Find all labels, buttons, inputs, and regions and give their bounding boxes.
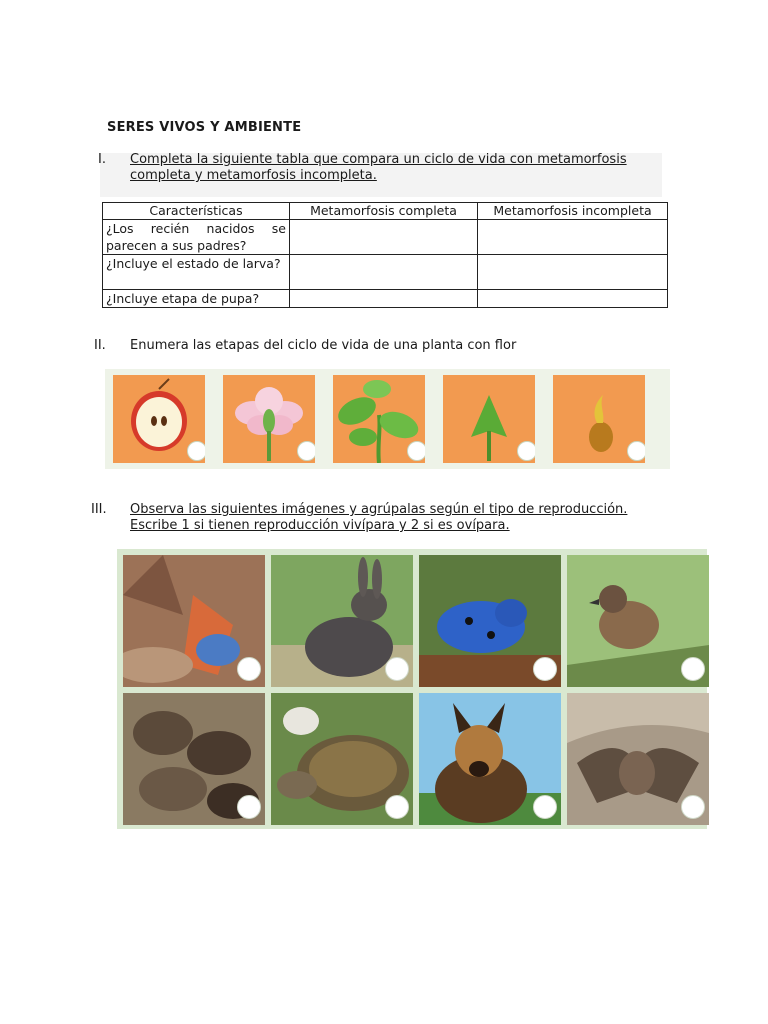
- answer-cell-incomplete[interactable]: [478, 220, 668, 255]
- lizard-photo: [123, 555, 265, 687]
- table-row: [103, 290, 668, 308]
- answer-cell-complete[interactable]: [290, 290, 478, 308]
- frog-photo: [419, 555, 561, 687]
- animal-answer-circle[interactable]: [533, 657, 557, 681]
- piglets-photo: [123, 693, 265, 825]
- table-row: [103, 220, 668, 255]
- answer-cell-complete[interactable]: [290, 220, 478, 255]
- row-question: ¿Incluye el estado de larva?: [103, 255, 290, 290]
- answer-cell-complete[interactable]: [290, 255, 478, 290]
- stage-sprout-image: [443, 375, 535, 463]
- stage-flower-image: [223, 375, 315, 463]
- bird-photo: [567, 555, 709, 687]
- section-1-instruction-line-1: Completa la siguiente tabla que compara un ciclo de vida con metamorfosis: [130, 152, 627, 167]
- stage-answer-circle[interactable]: [517, 441, 535, 461]
- section-1-numeral: I.: [98, 152, 106, 167]
- animal-answer-circle[interactable]: [681, 795, 705, 819]
- animal-answer-circle[interactable]: [385, 657, 409, 681]
- section-3-numeral: III.: [91, 502, 107, 517]
- stage-young-plant-image: [333, 375, 425, 463]
- stage-fruit-image: [113, 375, 205, 463]
- animal-photo-grid: [117, 549, 707, 829]
- animal-answer-circle[interactable]: [533, 795, 557, 819]
- section-3-instruction-line-2: Escribe 1 si tienen reproducción vivípara y 2 si es ovípara.: [130, 518, 510, 533]
- page-title: SERES VIVOS Y AMBIENTE: [107, 120, 302, 135]
- answer-cell-incomplete[interactable]: [478, 290, 668, 308]
- table-header-row: [103, 203, 668, 220]
- animal-answer-circle[interactable]: [385, 795, 409, 819]
- stage-answer-circle[interactable]: [187, 441, 205, 461]
- animal-answer-circle[interactable]: [237, 795, 261, 819]
- row-question: ¿Incluye etapa de pupa?: [103, 290, 290, 308]
- plant-stages-strip: [105, 369, 670, 469]
- stage-answer-circle[interactable]: [297, 441, 315, 461]
- section-2-instruction: Enumera las etapas del ciclo de vida de una planta con flor: [130, 338, 517, 353]
- comparison-table: [102, 202, 668, 308]
- section-1-instruction-line-2: completa y metamorfosis incompleta.: [130, 168, 377, 183]
- stage-seed-image: [553, 375, 645, 463]
- row-question: ¿Los recién nacidos se parecen a sus padres?: [103, 220, 290, 255]
- animal-answer-circle[interactable]: [681, 657, 705, 681]
- header-complete: Metamorfosis completa: [290, 203, 478, 220]
- animal-answer-circle[interactable]: [237, 657, 261, 681]
- stage-answer-circle[interactable]: [407, 441, 425, 461]
- stage-answer-circle[interactable]: [627, 441, 645, 461]
- rabbit-photo: [271, 555, 413, 687]
- answer-cell-incomplete[interactable]: [478, 255, 668, 290]
- section-2-numeral: II.: [94, 338, 106, 353]
- section-3-instruction-line-1: Observa las siguientes imágenes y agrúpalas según el tipo de reproducción.: [130, 502, 628, 517]
- header-incomplete: Metamorfosis incompleta: [478, 203, 668, 220]
- table-row: [103, 255, 668, 290]
- turtle-photo: [271, 693, 413, 825]
- bat-photo: [567, 693, 709, 825]
- dog-photo: [419, 693, 561, 825]
- header-characteristics: Características: [103, 203, 290, 220]
